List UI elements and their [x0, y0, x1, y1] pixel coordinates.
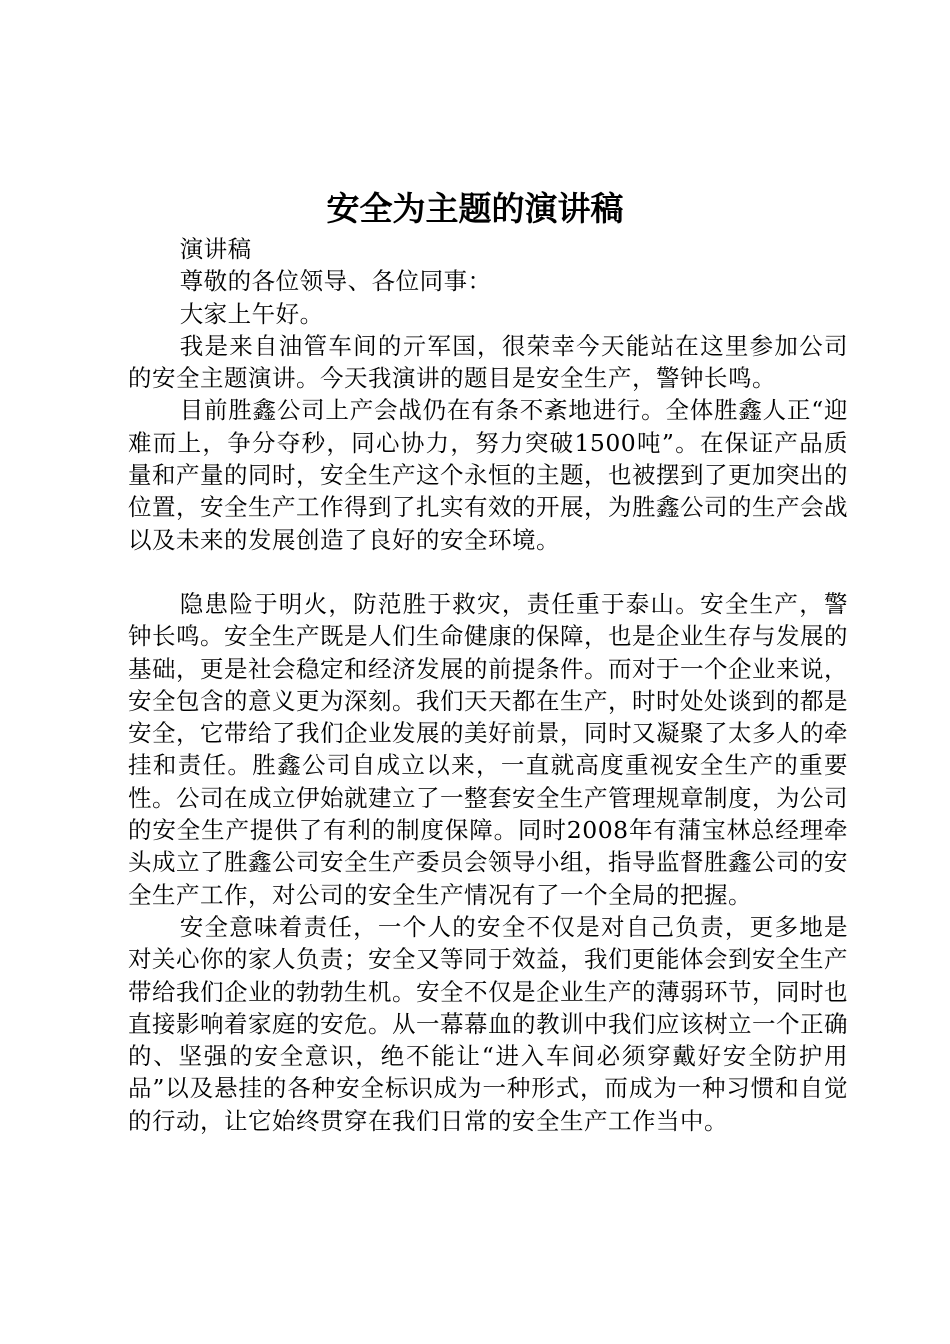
paragraph-introduction: 我是来自油管车间的亓军国，很荣幸今天能站在这里参加公司的安全主题演讲。今天我演讲的题目是安全生产，警钟长鸣。 [128, 331, 848, 393]
paragraph-salutation: 尊敬的各位领导、各位同事： [179, 267, 492, 296]
document-body [128, 233, 848, 1137]
paragraph-safety-responsibility: 安全意味着责任，一个人的安全不仅是对自己负责，更多地是对关心你的家人负责；安全又等同于效益，我们更能体会到安全生产带给我们企业的勃勃生机。安全不仅是企业生产的薄弱环节，同时也直接影响着家庭的安危。从一幕幕血的教训中我们应该树立一个正确的、坚强的安全意识，绝不能让“进入车间必须穿戴好安全防护用品”以及悬挂的各种安全标识成为一种形式，而成为一种习惯和自觉的行动，让它始终贯穿在我们日常的安全生产工作当中。 [128, 912, 848, 1135]
paragraph-spacer [128, 556, 848, 588]
paragraph-heading: 演讲稿 [179, 235, 252, 263]
paragraph-current-status: 目前胜鑫公司上产会战仍在有条不紊地进行。全体胜鑫人正“迎难而上，争分夺秒，同心协力，努力突破1500吨”。在保证产品质量和产量的同时，安全生产这个永恒的主题，也被摆到了更加突出的位置，安全生产工作得到了扎实有效的开展，为胜鑫公司的生产会战以及未来的发展创造了良好的安全环境。 [128, 396, 848, 554]
document-title: 安全为主题的演讲稿 [326, 189, 624, 228]
paragraph-safety-importance: 隐患险于明火，防范胜于救灾，责任重于泰山。安全生产，警钟长鸣。安全生产既是人们生命健康的保障，也是企业生存与发展的基础，更是社会稳定和经济发展的前提条件。而对于一个企业来说，安全包含的意义更为深刻。我们天天都在生产，时时处处谈到的都是安全，它带给了我们企业发展的美好前景，同时又凝聚了太多人的牵挂和责任。胜鑫公司自成立以来，一直就高度重视安全生产的重要性。公司在成立伊始就建立了一整套安全生产管理规章制度，为公司的安全生产提供了有利的制度保障。同时2008年有蒲宝林总经理牵头成立了胜鑫公司安全生产委员会领导小组，指导监督胜鑫公司的安全生产工作，对公司的安全生产情况有了一个全局的把握。 [128, 589, 848, 909]
paragraph-greeting: 大家上午好。 [179, 299, 324, 328]
